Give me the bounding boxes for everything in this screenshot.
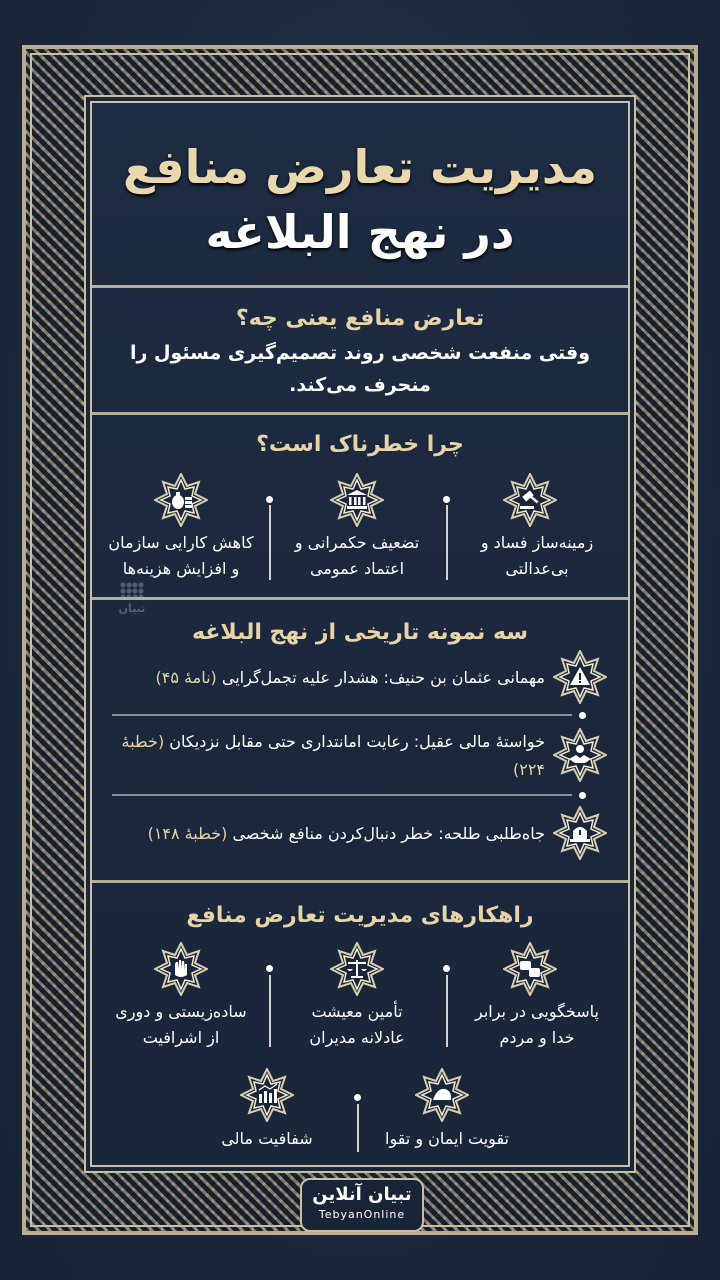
definition-text-line1: وقتی منفعت شخصی روند تصمیم‌گیری مسئول را xyxy=(129,342,591,364)
logo-text-en: TebyanOnline xyxy=(318,1208,406,1221)
separator-dot xyxy=(443,965,450,972)
solution-item-2 xyxy=(272,999,442,1051)
section-divider xyxy=(92,285,628,288)
solution-item-text: شفافیت مالی xyxy=(221,1129,313,1148)
tebyan-watermark: تبیان xyxy=(112,582,152,615)
danger-item-1 xyxy=(452,530,622,582)
separator-dot xyxy=(443,496,450,503)
danger-item-2 xyxy=(272,530,442,582)
dangers-heading: چرا خطرناک است؟ xyxy=(256,432,464,457)
section-divider xyxy=(92,597,628,600)
example-text: جاه‌طلبی طلحه: خطر دنبال‌کردن منافع شخصی xyxy=(232,824,545,843)
danger-item-text: و افزایش هزینه‌ها xyxy=(122,559,240,578)
separator-dot xyxy=(579,792,586,799)
solution-item-3 xyxy=(96,999,266,1051)
speech-bubbles-icon xyxy=(503,942,557,996)
example-reference: (خطبهٔ ۱۴۸) xyxy=(147,824,228,843)
warning-triangle-icon xyxy=(553,650,607,704)
danger-item-text: زمینه‌ساز فساد و xyxy=(480,533,594,552)
solution-item-1 xyxy=(452,999,622,1051)
bar-chart-icon xyxy=(240,1068,294,1122)
solution-item-text: ساده‌زیستی و دوری xyxy=(115,1002,247,1021)
example-text: خواستهٔ مالی عقیل: رعایت امانتداری حتی مقابل نزدیکان xyxy=(169,732,545,751)
definition-heading: تعارض منافع یعنی چه؟ xyxy=(235,306,485,331)
solutions-heading: راهکارهای مدیریت تعارض منافع xyxy=(186,903,534,928)
scales-of-justice-icon xyxy=(330,942,384,996)
solution-item-text: عادلانه مدیران xyxy=(309,1028,405,1047)
hand-stop-icon xyxy=(154,942,208,996)
solution-item-text: پاسخگویی در برابر xyxy=(475,1002,599,1021)
solution-item-text: خدا و مردم xyxy=(499,1028,575,1047)
danger-item-text: تضعیف حکمرانی و xyxy=(294,533,420,552)
separator-line xyxy=(357,1104,359,1152)
danger-item-text: اعتماد عمومی xyxy=(309,559,405,578)
example-item-3 xyxy=(105,820,545,848)
example-reference: (خطبهٔ ۲۲۴) xyxy=(121,732,545,779)
solution-item-4 xyxy=(362,1126,532,1152)
tebyan-online-logo[interactable] xyxy=(300,1178,424,1232)
page-title-line1: مدیریت تعارض منافع xyxy=(123,140,597,194)
faith-prayer-icon xyxy=(415,1068,469,1122)
separator-line xyxy=(269,505,271,580)
example-text: مهمانی عثمان بن حنیف: هشدار علیه تجمل‌گرایی xyxy=(221,668,545,687)
danger-item-3 xyxy=(96,530,266,582)
separator-line xyxy=(112,714,572,716)
separator-dot xyxy=(266,496,273,503)
section-divider xyxy=(92,880,628,883)
separator-line xyxy=(112,794,572,796)
example-reference: (نامهٔ ۴۵) xyxy=(155,668,217,687)
page-title-line2: در نهج البلاغه xyxy=(205,205,515,259)
danger-item-text: کاهش کارایی سازمان xyxy=(108,533,254,552)
handshake-check-icon xyxy=(553,728,607,782)
examples-heading: سه نمونه تاریخی از نهج البلاغه xyxy=(192,620,528,645)
solution-item-5 xyxy=(182,1126,352,1152)
example-item-2 xyxy=(105,728,545,784)
solution-item-text: از اشرافیت xyxy=(142,1028,220,1047)
section-divider xyxy=(92,412,628,415)
logo-text-fa: تبیان آنلاین xyxy=(312,1184,412,1205)
separator-dot xyxy=(354,1094,361,1101)
definition-text-line2: منحرف می‌کند. xyxy=(289,374,431,396)
solution-item-text: تأمین معیشت xyxy=(311,1002,403,1021)
separator-dot xyxy=(266,965,273,972)
separator-line xyxy=(269,975,271,1047)
alarm-siren-icon xyxy=(553,806,607,860)
separator-line xyxy=(446,505,448,580)
solution-item-text: تقویت ایمان و تقوا xyxy=(385,1129,509,1148)
gavel-icon xyxy=(503,473,557,527)
danger-item-text: بی‌عدالتی xyxy=(505,559,569,578)
separator-line xyxy=(446,975,448,1047)
money-bag-coins-icon xyxy=(154,473,208,527)
example-item-1 xyxy=(105,664,545,692)
separator-dot xyxy=(579,712,586,719)
government-building-icon xyxy=(330,473,384,527)
